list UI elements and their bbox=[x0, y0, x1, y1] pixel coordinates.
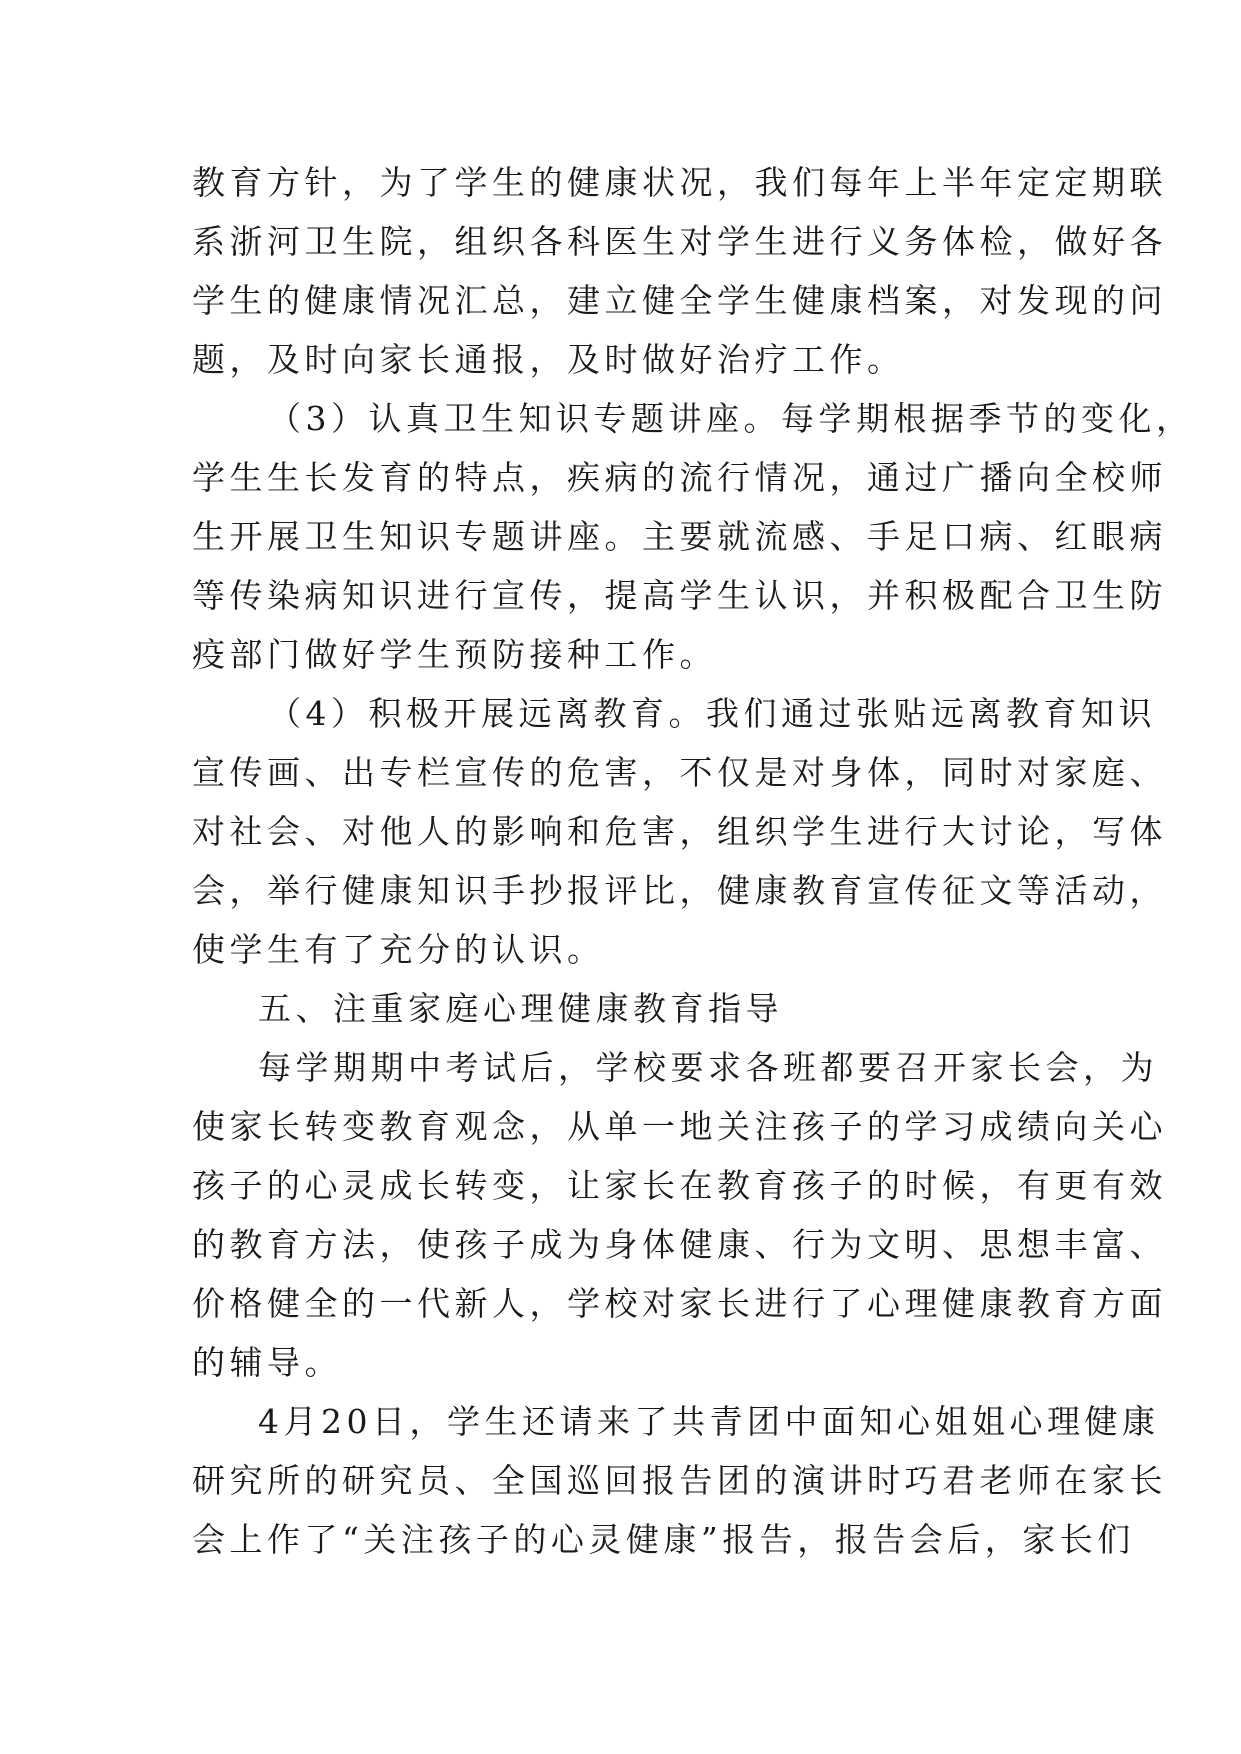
text-line: 的辅导。 bbox=[192, 1343, 342, 1382]
text-line: 学生的健康情况汇总，建立健全学生健康档案，对发现的问 bbox=[192, 281, 1167, 320]
text-line: 对社会、对他人的影响和危害，组织学生进行大讨论，写体 bbox=[192, 812, 1167, 851]
text-line: 孩子的心灵成长转变，让家长在教育孩子的时候，有更有效 bbox=[192, 1166, 1167, 1205]
text-line: 的教育方法，使孩子成为身体健康、行为文明、思想丰富、 bbox=[192, 1225, 1167, 1264]
section-heading: 五、注重家庭心理健康教育指导 bbox=[258, 989, 783, 1028]
text-line: 会，举行健康知识手抄报评比，健康教育宣传征文等活动， bbox=[192, 871, 1167, 910]
text-line: 会上作了“关注孩子的心灵健康”报告，报告会后，家长们 bbox=[192, 1520, 1135, 1559]
text-line: 每学期期中考试后，学校要求各班都要召开家长会，为 bbox=[258, 1048, 1158, 1087]
text-line: 价格健全的一代新人，学校对家长进行了心理健康教育方面 bbox=[192, 1284, 1167, 1323]
text-line: 研究所的研究员、全国巡回报告团的演讲时巧君老师在家长 bbox=[192, 1461, 1167, 1500]
text-line: （4）积极开展远离教育。我们通过张贴远离教育知识 bbox=[268, 694, 1156, 733]
text-line: 题，及时向家长通报，及时做好治疗工作。 bbox=[192, 340, 905, 379]
text-line: 生开展卫生知识专题讲座。主要就流感、手足口病、红眼病 bbox=[192, 517, 1167, 556]
text-line: 使家长转变教育观念，从单一地关注孩子的学习成绩向关心 bbox=[192, 1107, 1167, 1146]
text-line: 系浙河卫生院，组织各科医生对学生进行义务体检，做好各 bbox=[192, 222, 1167, 261]
text-line: 4月20日，学生还请来了共青团中面知心姐姐心理健康 bbox=[258, 1402, 1160, 1441]
text-line: 使学生有了充分的认识。 bbox=[192, 930, 605, 969]
text-line: 等传染病知识进行宣传，提高学生认识，并积极配合卫生防 bbox=[192, 576, 1167, 615]
text-line: （3）认真卫生知识专题讲座。每学期根据季节的变化， bbox=[268, 399, 1194, 438]
text-line: 教育方针，为了学生的健康状况，我们每年上半年定定期联 bbox=[192, 163, 1167, 202]
text-line: 疫部门做好学生预防接种工作。 bbox=[192, 635, 717, 674]
text-line: 学生生长发育的特点，疾病的流行情况，通过广播向全校师 bbox=[192, 458, 1167, 497]
text-line: 宣传画、出专栏宣传的危害，不仅是对身体，同时对家庭、 bbox=[192, 753, 1167, 792]
